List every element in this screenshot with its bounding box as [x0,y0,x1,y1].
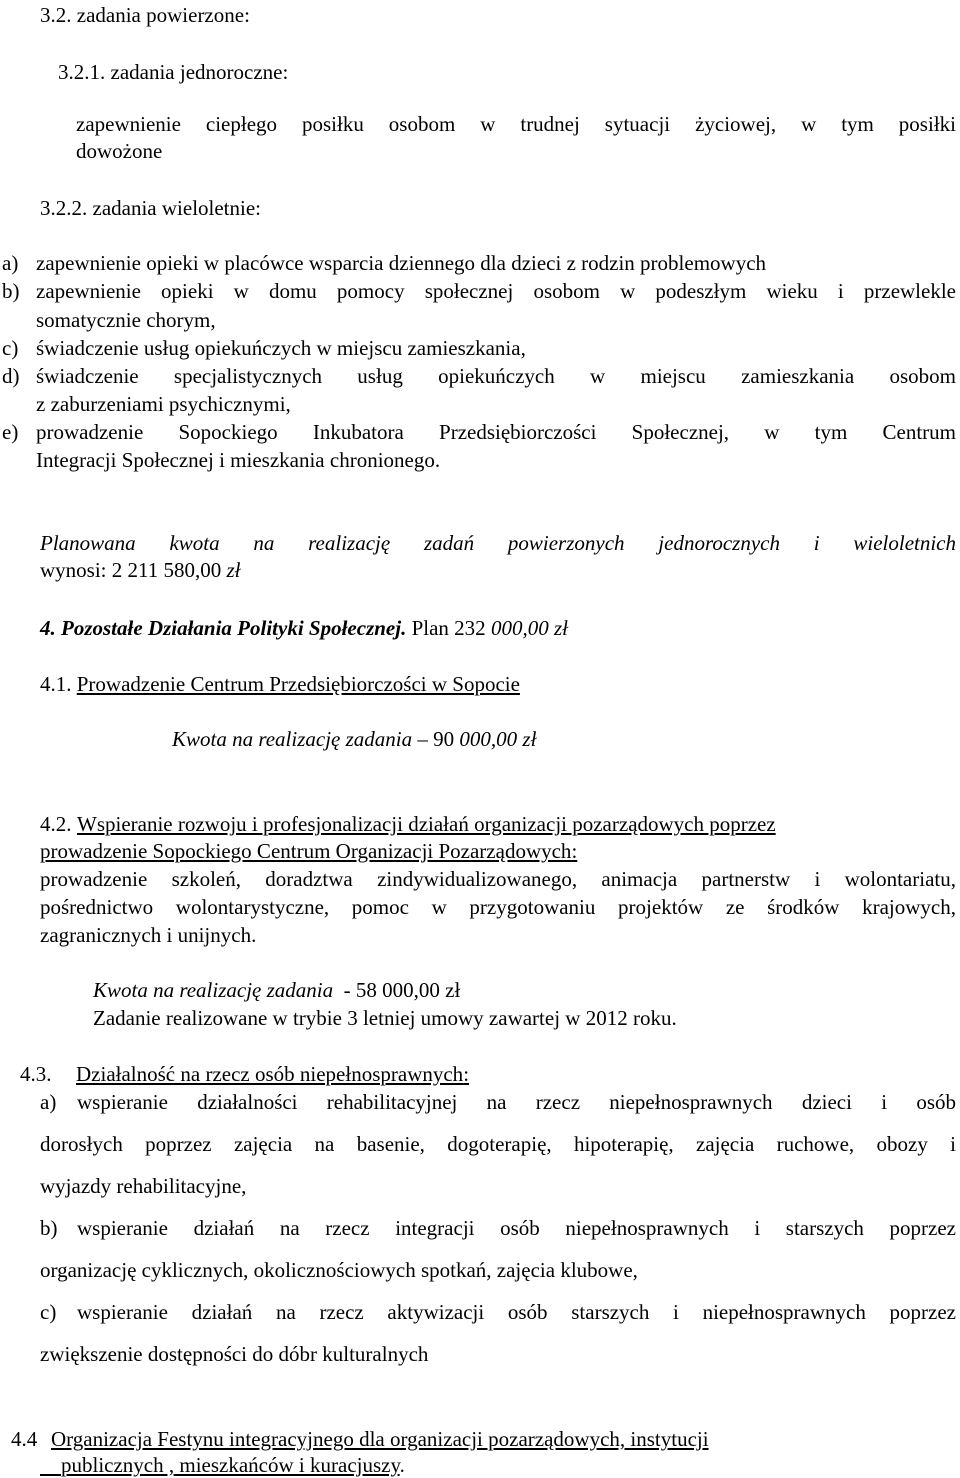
section-title: Działalność na rzecz osób niepełnosprawnych [76,1062,464,1086]
list-item-a-line: wyjazdy rehabilitacyjne, [40,1174,247,1198]
planned-amount-line: Planowana kwota na realizację zadań powierzonych jednorocznych i wieloletnich [40,531,956,555]
list-item-c-line: wspieranie działań na rzecz aktywizacji osób starszych i niepełnosprawnych poprzez [77,1300,956,1324]
list-label-d: d) [2,364,20,388]
section-number: 3.2.2. [40,196,88,220]
list-label-e: e) [2,420,19,444]
section-number: 3.2.1. [58,60,106,84]
section-number: 4.1. [40,672,72,696]
section-number: 4.3. [20,1062,52,1086]
section-title: Prowadzenie Centrum Przedsiębiorczości w Sopocie [76,672,520,696]
section-number: 4.4 [11,1427,38,1451]
section-4-4-heading-line2 [40,1452,405,1478]
section-title: Organizacja Festynu integracyjnego dla organizacji pozarządowych, instytucji [51,1427,709,1451]
amount-tail: 000,00 zł [459,727,537,751]
list-item-a [2,250,766,276]
planned-amount-value [40,557,241,583]
amount-label: Kwota na realizację zadania – [172,727,428,751]
section-4-2-note: Zadanie realizowane w trybie 3 letniej umowy zawartej w 2012 roku. [93,1006,677,1030]
section-title: zadania jednoroczne: [110,60,289,84]
list-label-a: a) [40,1090,57,1114]
list-text: świadczenie usług opiekuńczych w miejscu zamieszkania, [36,336,526,360]
section-4-2-title-line: Wspieranie rozwoju i profesjonalizacji działań organizacji pozarządowych poprzez [77,812,776,836]
list-label: a) [2,251,19,275]
amount-label: Kwota na realizację zadania [93,978,334,1002]
section-title [40,1453,61,1477]
paragraph-line: zagranicznych i unijnych. [40,923,257,947]
planned-amount-prefix: wynosi: 2 211 580,00 [40,558,227,582]
section-4-plan-amount: 000,00 zł [490,616,568,640]
list-item-b-line: somatycznie chorym, [36,308,216,332]
list-label-c: c) [40,1300,57,1324]
section-3-2-heading [40,2,250,28]
list-item-b-line: wspieranie działań na rzecz integracji osób niepełnosprawnych i starszych poprzez [77,1216,956,1240]
list-item-c-line: zwiększenie dostępności do dóbr kulturalnych [40,1342,429,1366]
list-label: c) [2,336,19,360]
list-label-b: b) [40,1216,58,1240]
section-title: zadania powierzone: [76,3,250,27]
section-title-colon: : [571,839,578,863]
section-4-heading [40,615,568,641]
paragraph-line: pośrednictwo wolontarystyczne, pomoc w przygotowaniu projektów ze środków krajowych, [40,895,956,919]
section-title: publicznych , mieszkańców i kuracjuszy [61,1453,400,1477]
section-4-2-number: 4.2. [40,812,72,836]
section-number: 3.2. [40,3,72,27]
section-4-1-heading [40,671,520,697]
section-title: prowadzenie Sopockiego Centrum Organizacji Pozarządowych [40,839,572,863]
section-3-2-1-heading [58,59,288,85]
planned-amount-currency: zł [226,558,241,582]
list-label-b: b) [2,279,20,303]
list-item-d-line: świadczenie specjalistycznych usług opiekuńczych w miejscu zamieszkania osobom [36,364,956,388]
list-item-b-line: organizację cyklicznych, okolicznościowych spotkań, zajęcia klubowe, [40,1258,638,1282]
section-title-colon: : [463,1062,470,1086]
section-4-1-amount [172,726,536,752]
list-item-a-line: dorosłych poprzez zajęcia na basenie, dogoterapię, hipoterapię, zajęcia ruchowe, obozy i [40,1132,956,1156]
section-3-2-2-heading [40,195,261,221]
list-item-d-line: z zaburzeniami psychicznymi, [36,392,291,416]
list-text: zapewnienie opieki w placówce wsparcia dziennego dla dzieci z rodzin problemowych [36,251,767,275]
section-4-2-amount [93,977,460,1003]
amount-number: 90 [427,727,460,751]
paragraph-line: zapewnienie ciepłego posiłku osobom w trudnej sytuacji życiowej, w tym posiłki [76,112,956,136]
list-item-e-line: Integracji Społecznej i mieszkania chronionego. [36,448,441,472]
section-4-plan-prefix: Plan 232 [406,616,491,640]
list-item-b-line: zapewnienie opieki w domu pomocy społecznej osobom w podeszłym wieku i przewlekle [36,279,956,303]
list-item-a-line: wspieranie działalności rehabilitacyjnej na rzecz niepełnosprawnych dzieci i osób [77,1090,956,1114]
list-item-e-line: prowadzenie Sopockiego Inkubatora Przedsiębiorczości Społecznej, w tym Centrum [36,420,956,444]
section-4-2-title-line [40,838,577,864]
section-4-3-heading [20,1061,469,1087]
list-item-c [2,335,526,361]
section-title: zadania wieloletnie: [92,196,262,220]
paragraph-line: prowadzenie szkoleń, doradztwa zindywidualizowanego, animacja partnerstw i wolontariatu, [40,867,956,891]
section-title-end: . [399,1453,405,1477]
section-4-4-heading [11,1426,709,1452]
paragraph-line: dowożone [76,139,163,163]
amount-value: - 58 000,00 zł [333,978,461,1002]
section-4-title: 4. Pozostałe Działania Polityki Społecznej. [40,616,407,640]
